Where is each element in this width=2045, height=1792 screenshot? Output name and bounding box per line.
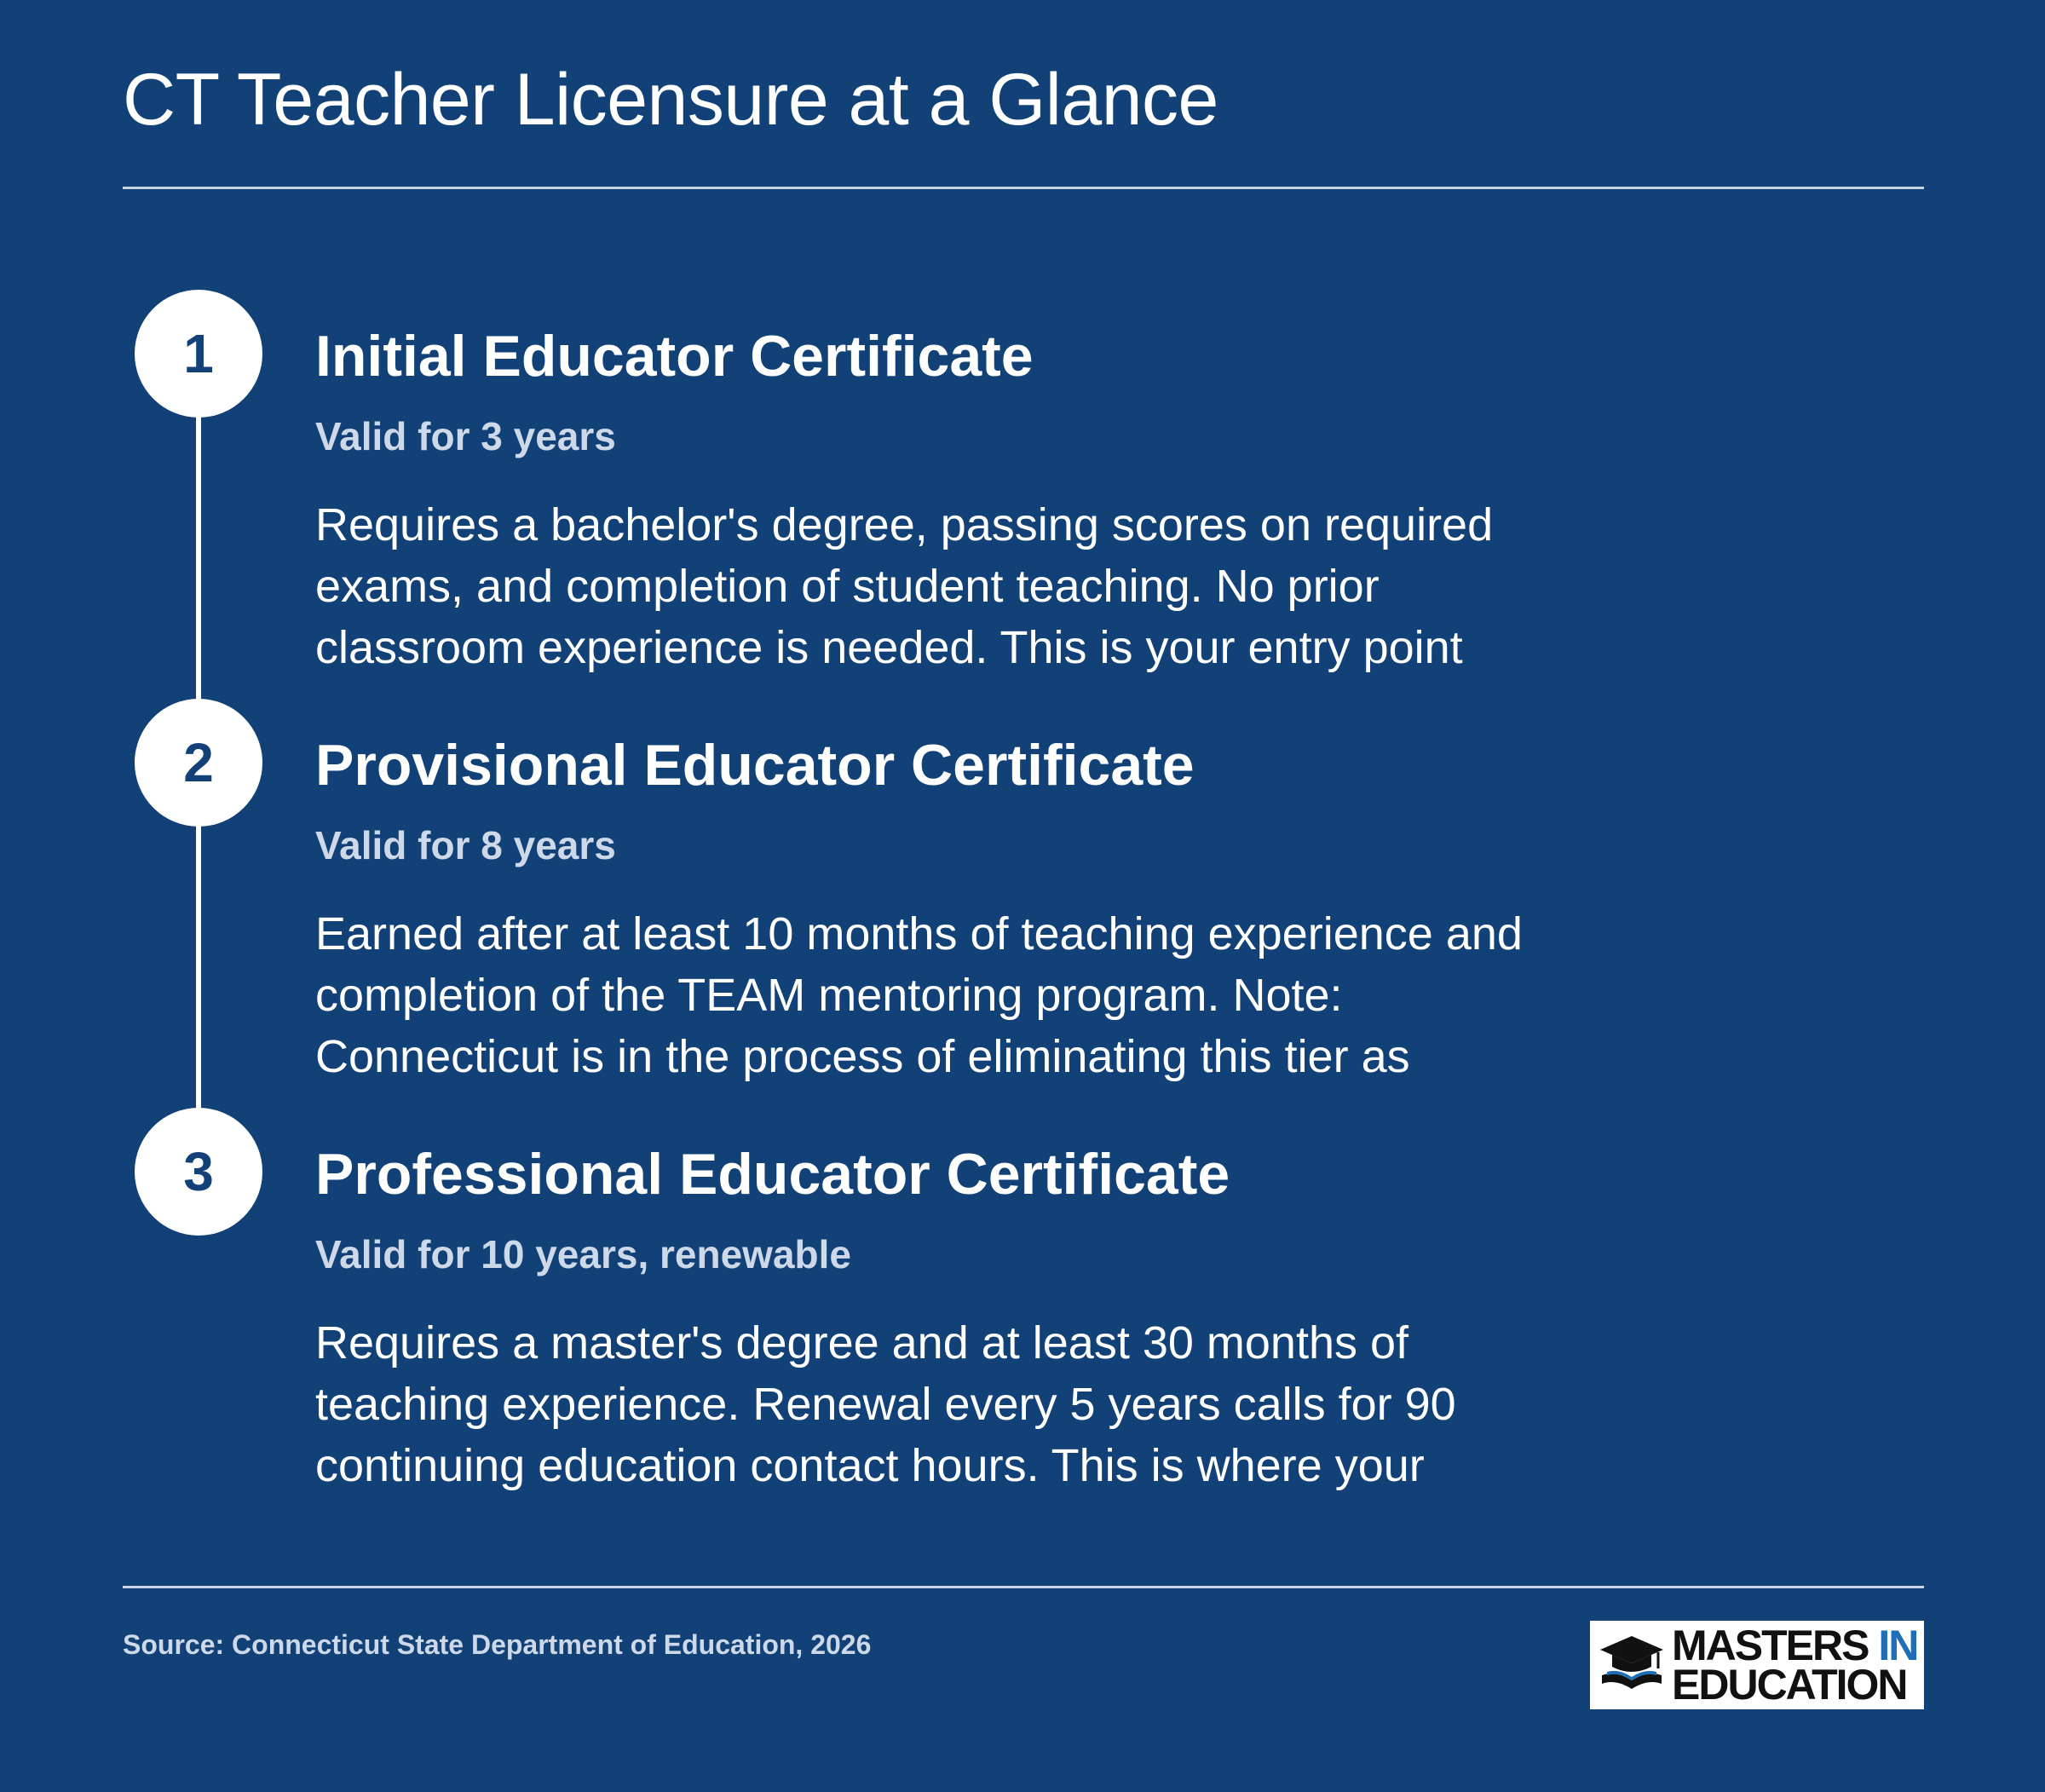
page-title: CT Teacher Licensure at a Glance — [123, 59, 1218, 141]
footer-divider — [123, 1586, 1924, 1588]
step-3-number-badge: 3 — [135, 1108, 262, 1236]
step-2-title: Provisional Educator Certificate — [315, 733, 1195, 798]
source-citation: Source: Connecticut State Department of Education, 2026 — [123, 1629, 872, 1660]
masters-in-education-logo — [1590, 1621, 1924, 1709]
step-1 — [315, 315, 1619, 678]
step-1-description: Requires a bachelor's degree, passing scores on required exams, and completion of student teaching. No prior classroom experience is needed. This is your entry point — [315, 499, 1494, 673]
step-3 — [315, 1133, 1619, 1496]
step-2-description: Earned after at least 10 months of teaching experience and completion of the TEAM mentoring program. Note: Connecticut is in the process of eliminating this tier as — [315, 908, 1523, 1082]
header-divider — [123, 187, 1924, 189]
step-2 — [315, 724, 1619, 1087]
step-1-number-badge: 1 — [135, 290, 262, 418]
logo-word-education: EDUCATION — [1672, 1661, 1907, 1708]
step-1-validity: Valid for 3 years — [315, 414, 616, 458]
logo-wordmark — [1672, 1622, 1918, 1708]
logo-word-in: IN — [1878, 1622, 1918, 1669]
logo-line-1 — [1672, 1622, 1918, 1669]
graduation-cap-book-icon — [1599, 1629, 1665, 1701]
step-2-number-badge: 2 — [135, 699, 262, 827]
step-2-validity: Valid for 8 years — [315, 823, 616, 867]
step-3-validity: Valid for 10 years, renewable — [315, 1232, 851, 1276]
step-3-title: Professional Educator Certificate — [315, 1142, 1230, 1207]
logo-word-masters: MASTERS — [1672, 1622, 1869, 1669]
step-1-title: Initial Educator Certificate — [315, 324, 1034, 389]
step-3-description: Requires a master's degree and at least 30 months of teaching experience. Renewal every 5 years calls for 90 continuing education contact hours. This is where your — [315, 1317, 1456, 1491]
